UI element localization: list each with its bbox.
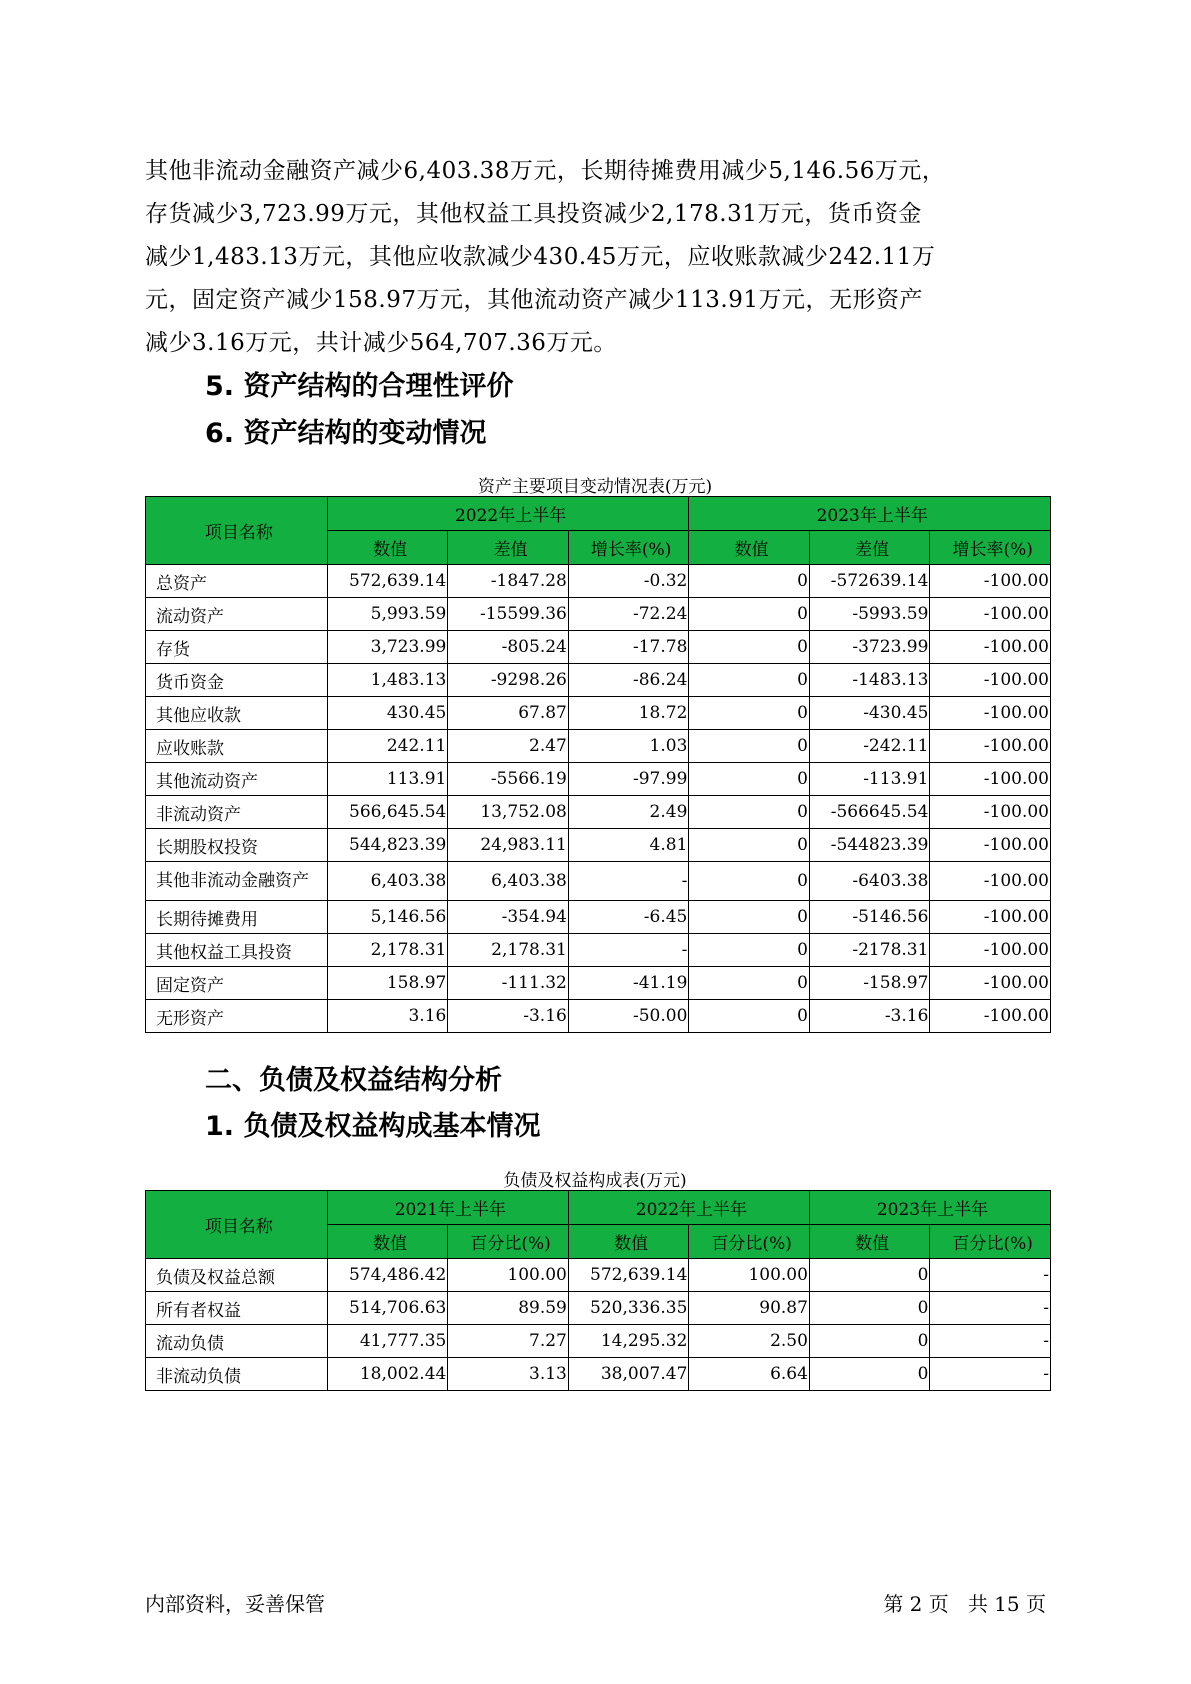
header-group-2022: 2022年上半年 xyxy=(568,1191,809,1225)
table-cell: 6.64 xyxy=(689,1358,810,1391)
table-cell: -3.16 xyxy=(448,1000,569,1033)
header-value: 数值 xyxy=(689,531,810,565)
table-cell: -113.91 xyxy=(809,763,930,796)
table-cell: -354.94 xyxy=(448,901,569,934)
header-growth: 增长率(%) xyxy=(930,531,1051,565)
header-value: 数值 xyxy=(327,1225,448,1259)
table-row xyxy=(146,1259,1051,1292)
table-cell: -100.00 xyxy=(930,862,1051,901)
table-cell: -5993.59 xyxy=(809,598,930,631)
row-label: 应收账款 xyxy=(146,730,328,763)
row-label: 流动负债 xyxy=(146,1325,328,1358)
table-cell: -17.78 xyxy=(568,631,689,664)
table-cell: -15599.36 xyxy=(448,598,569,631)
table-cell: 572,639.14 xyxy=(568,1259,689,1292)
table-cell: 2,178.31 xyxy=(448,934,569,967)
paragraph-line: 减少3.16万元，共计减少564,707.36万元。 xyxy=(145,330,617,356)
row-label: 长期股权投资 xyxy=(146,829,328,862)
table-cell: 2.50 xyxy=(689,1325,810,1358)
row-label: 其他非流动金融资产 xyxy=(146,862,328,901)
table-row xyxy=(146,1325,1051,1358)
section-heading-5: 5. 资产结构的合理性评价 xyxy=(205,371,514,402)
table-cell: 1.03 xyxy=(568,730,689,763)
table-cell: -100.00 xyxy=(930,796,1051,829)
header-item-name: 项目名称 xyxy=(146,497,328,565)
table-cell: 430.45 xyxy=(327,697,448,730)
header-percent: 百分比(%) xyxy=(448,1225,569,1259)
table-cell: -6403.38 xyxy=(809,862,930,901)
paragraph-line: 其他非流动金融资产减少6,403.38万元，长期待摊费用减少5,146.56万元， xyxy=(145,158,946,184)
header-group-2023: 2023年上半年 xyxy=(689,497,1051,531)
table-cell: 2.47 xyxy=(448,730,569,763)
table-row xyxy=(146,565,1051,598)
table-cell: -3.16 xyxy=(809,1000,930,1033)
table-row xyxy=(146,697,1051,730)
table-row xyxy=(146,598,1051,631)
row-label: 存货 xyxy=(146,631,328,664)
table-cell: 38,007.47 xyxy=(568,1358,689,1391)
table-cell: -2178.31 xyxy=(809,934,930,967)
table-cell: 41,777.35 xyxy=(327,1325,448,1358)
header-percent: 百分比(%) xyxy=(689,1225,810,1259)
table-cell: -242.11 xyxy=(809,730,930,763)
table-cell: 544,823.39 xyxy=(327,829,448,862)
table-row xyxy=(146,763,1051,796)
section-heading-liabilities: 二、负债及权益结构分析 xyxy=(205,1065,502,1096)
row-label: 总资产 xyxy=(146,565,328,598)
table-cell: 0 xyxy=(689,967,810,1000)
row-label: 所有者权益 xyxy=(146,1292,328,1325)
table-cell: -100.00 xyxy=(930,697,1051,730)
table-cell: 4.81 xyxy=(568,829,689,862)
header-percent: 百分比(%) xyxy=(930,1225,1051,1259)
table-cell: 0 xyxy=(689,631,810,664)
table-cell: -100.00 xyxy=(930,664,1051,697)
paragraph-line: 元，固定资产减少158.97万元，其他流动资产减少113.91万元，无形资产 xyxy=(145,287,923,313)
row-label: 负债及权益总额 xyxy=(146,1259,328,1292)
table-cell: 18,002.44 xyxy=(327,1358,448,1391)
table-row xyxy=(146,796,1051,829)
table-cell: -100.00 xyxy=(930,901,1051,934)
table-cell: 3.13 xyxy=(448,1358,569,1391)
table-cell: 0 xyxy=(689,697,810,730)
table-cell: -566645.54 xyxy=(809,796,930,829)
table-row xyxy=(146,664,1051,697)
table-cell: 566,645.54 xyxy=(327,796,448,829)
table-cell: 90.87 xyxy=(689,1292,810,1325)
table-cell: - xyxy=(568,862,689,901)
table-cell: 574,486.42 xyxy=(327,1259,448,1292)
table-cell: 0 xyxy=(689,730,810,763)
table-cell: 0 xyxy=(689,862,810,901)
table-cell: -430.45 xyxy=(809,697,930,730)
header-group-2021: 2021年上半年 xyxy=(327,1191,568,1225)
table-cell: -100.00 xyxy=(930,829,1051,862)
table-cell: -100.00 xyxy=(930,1000,1051,1033)
row-label: 流动资产 xyxy=(146,598,328,631)
table2-caption: 负债及权益构成表(万元) xyxy=(503,1171,687,1191)
table-cell: 5,993.59 xyxy=(327,598,448,631)
table-cell: -805.24 xyxy=(448,631,569,664)
table-cell: 5,146.56 xyxy=(327,901,448,934)
row-label: 货币资金 xyxy=(146,664,328,697)
table-cell: -544823.39 xyxy=(809,829,930,862)
table-cell: 158.97 xyxy=(327,967,448,1000)
table-cell: 0 xyxy=(809,1259,930,1292)
table-cell: 100.00 xyxy=(448,1259,569,1292)
asset-change-table xyxy=(145,496,1051,1033)
table-cell: 0 xyxy=(689,598,810,631)
row-label: 其他流动资产 xyxy=(146,763,328,796)
table-cell: -1483.13 xyxy=(809,664,930,697)
row-label: 固定资产 xyxy=(146,967,328,1000)
table-cell: 24,983.11 xyxy=(448,829,569,862)
table-row xyxy=(146,1358,1051,1391)
header-group-2022: 2022年上半年 xyxy=(327,497,689,531)
body-paragraph xyxy=(145,150,1045,365)
table-cell: 520,336.35 xyxy=(568,1292,689,1325)
table-cell: 1,483.13 xyxy=(327,664,448,697)
table-cell: 514,706.63 xyxy=(327,1292,448,1325)
table-cell: 0 xyxy=(689,934,810,967)
table-cell: -3723.99 xyxy=(809,631,930,664)
row-label: 非流动资产 xyxy=(146,796,328,829)
table-cell: -100.00 xyxy=(930,934,1051,967)
table-cell: -158.97 xyxy=(809,967,930,1000)
table-cell: -1847.28 xyxy=(448,565,569,598)
table-cell: -100.00 xyxy=(930,565,1051,598)
row-label: 其他应收款 xyxy=(146,697,328,730)
table-cell: 0 xyxy=(689,565,810,598)
table-cell: 89.59 xyxy=(448,1292,569,1325)
table-cell: 18.72 xyxy=(568,697,689,730)
table-cell: -86.24 xyxy=(568,664,689,697)
table-cell: -100.00 xyxy=(930,763,1051,796)
table-cell: 0 xyxy=(689,664,810,697)
table-cell: -41.19 xyxy=(568,967,689,1000)
table-cell: -100.00 xyxy=(930,730,1051,763)
table-cell: -100.00 xyxy=(930,967,1051,1000)
section-heading-liabilities-1: 1. 负债及权益构成基本情况 xyxy=(205,1111,541,1142)
table-cell: - xyxy=(930,1292,1051,1325)
table-row xyxy=(146,730,1051,763)
table-cell: 14,295.32 xyxy=(568,1325,689,1358)
table-cell: 2,178.31 xyxy=(327,934,448,967)
table-cell: 67.87 xyxy=(448,697,569,730)
footer-page-number: 第 2 页 共 15 页 xyxy=(883,1592,1046,1616)
table-cell: -5146.56 xyxy=(809,901,930,934)
table-row xyxy=(146,901,1051,934)
table-cell: - xyxy=(930,1325,1051,1358)
table-cell: 6,403.38 xyxy=(448,862,569,901)
header-value: 数值 xyxy=(327,531,448,565)
section-heading-6: 6. 资产结构的变动情况 xyxy=(205,418,487,449)
table-cell: -6.45 xyxy=(568,901,689,934)
table-cell: - xyxy=(568,934,689,967)
table-cell: 0 xyxy=(689,763,810,796)
table-row xyxy=(146,1292,1051,1325)
table-cell: - xyxy=(930,1358,1051,1391)
table-row xyxy=(146,967,1051,1000)
table-cell: 0 xyxy=(689,1000,810,1033)
table-cell: -100.00 xyxy=(930,631,1051,664)
header-value: 数值 xyxy=(809,1225,930,1259)
table-cell: 572,639.14 xyxy=(327,565,448,598)
table-cell: -72.24 xyxy=(568,598,689,631)
row-label: 非流动负债 xyxy=(146,1358,328,1391)
table-cell: -100.00 xyxy=(930,598,1051,631)
header-group-2023: 2023年上半年 xyxy=(809,1191,1050,1225)
table-cell: 3,723.99 xyxy=(327,631,448,664)
table-cell: 6,403.38 xyxy=(327,862,448,901)
table-row xyxy=(146,934,1051,967)
header-value: 数值 xyxy=(568,1225,689,1259)
table-cell: 0 xyxy=(689,901,810,934)
footer-confidential-note: 内部资料，妥善保管 xyxy=(145,1592,325,1616)
table-cell: 0 xyxy=(809,1358,930,1391)
table-cell: 7.27 xyxy=(448,1325,569,1358)
table-cell: 0 xyxy=(689,829,810,862)
table1-caption: 资产主要项目变动情况表(万元) xyxy=(477,477,713,497)
table-cell: 242.11 xyxy=(327,730,448,763)
table-cell: 113.91 xyxy=(327,763,448,796)
table-cell: -0.32 xyxy=(568,565,689,598)
table-cell: 3.16 xyxy=(327,1000,448,1033)
table-cell: 0 xyxy=(689,796,810,829)
row-label: 长期待摊费用 xyxy=(146,901,328,934)
table-cell: -97.99 xyxy=(568,763,689,796)
header-item-name: 项目名称 xyxy=(146,1191,328,1259)
table-row xyxy=(146,1000,1051,1033)
table-cell: -572639.14 xyxy=(809,565,930,598)
header-diff: 差值 xyxy=(448,531,569,565)
table-cell: -50.00 xyxy=(568,1000,689,1033)
row-label: 其他权益工具投资 xyxy=(146,934,328,967)
table-cell: 2.49 xyxy=(568,796,689,829)
table-row xyxy=(146,829,1051,862)
paragraph-line: 减少1,483.13万元，其他应收款减少430.45万元，应收账款减少242.11万 xyxy=(145,244,936,270)
table-cell: 100.00 xyxy=(689,1259,810,1292)
table-row xyxy=(146,631,1051,664)
header-growth: 增长率(%) xyxy=(568,531,689,565)
table-cell: 0 xyxy=(809,1325,930,1358)
header-diff: 差值 xyxy=(809,531,930,565)
table-cell: 0 xyxy=(809,1292,930,1325)
table-cell: 13,752.08 xyxy=(448,796,569,829)
table-cell: -9298.26 xyxy=(448,664,569,697)
table-cell: -5566.19 xyxy=(448,763,569,796)
table-cell: -111.32 xyxy=(448,967,569,1000)
liability-equity-table xyxy=(145,1190,1051,1391)
row-label: 无形资产 xyxy=(146,1000,328,1033)
table-cell: - xyxy=(930,1259,1051,1292)
paragraph-line: 存货减少3,723.99万元，其他权益工具投资减少2,178.31万元，货币资金 xyxy=(145,201,922,227)
table-row xyxy=(146,862,1051,901)
